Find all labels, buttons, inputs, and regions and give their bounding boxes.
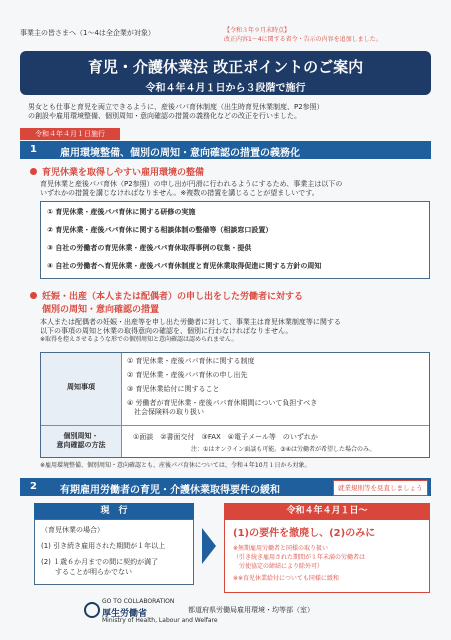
intro-line-2: の創設や雇用環境整備、個別周知・意向確認の措置の義務化などの改正を行いました。	[28, 112, 301, 120]
option-3: ③ 自社の労働者の育児休業・産後パパ育休取得事例の収集・提供	[47, 244, 252, 252]
new-note-2: （引き続き雇用された期間が１年未満の労働者は	[233, 554, 366, 561]
page-subtitle: 令和４年４月１日から３段階で施行	[145, 83, 306, 94]
bullet-icon	[30, 168, 37, 175]
row-2-label-cell	[41, 426, 122, 457]
intro-text	[28, 103, 428, 121]
section-1-bar	[20, 141, 431, 159]
date-note-2: 改正内容1～4に関する省令・告示の内容を追加しました。	[224, 36, 382, 43]
bullet-icon	[30, 292, 37, 299]
section-2-number: 2	[30, 481, 37, 492]
logo-en: Ministry of Health, Labour and Welfare	[102, 617, 218, 624]
block-2-desc-2: 以下の事項の周知と休業の取得意向の確認を、個別に行わなければなりません。	[40, 327, 293, 335]
block-2-desc	[40, 318, 428, 344]
method-note: 注：①はオンライン面談も可能。③④は労働者が希望した場合のみ。	[191, 446, 376, 453]
block-2-desc-1: 本人または配偶者の妊娠・出産等を申し出た労働者に対して、事業主は育児休業制度等に関する	[40, 318, 341, 326]
block-1-desc	[40, 180, 420, 198]
page-title: 育児・介護休業法 改正ポイントのご案内	[87, 58, 364, 76]
block-1-heading: 育児休業を取得しやすい雇用環境の整備	[42, 168, 205, 178]
option-2: ② 育児休業・産後パパ育休に関する相談体制の整備等（相談窓口設置）	[47, 226, 273, 234]
block-1-desc-2: いずれかの措置を講じなければなりません。※複数の措置を講じることが望ましいです。	[40, 189, 319, 197]
block-1-options-box	[40, 201, 430, 279]
effective-date-tag: 令和４年４月１日施行	[20, 128, 120, 140]
current-req-1: (1) 引き続き雇用された期間が１年以上	[41, 542, 166, 550]
section-2-title: 有期雇用労働者の育児・介護休業取得要件の緩和	[60, 485, 280, 496]
arrow-right-icon	[202, 528, 216, 564]
mhlw-logo-icon	[84, 602, 100, 618]
row-1-items	[127, 357, 425, 417]
rule-review-badge: 就業規則等を見直しましょう	[333, 480, 428, 496]
logo-name: 厚生労働省	[102, 609, 148, 619]
intro-line-1: 男女とも仕事と育児を両立できるように、産後パパ育休制度（出生時育児休業制度、P2参照）	[28, 103, 324, 111]
section-1-number: 1	[30, 144, 37, 155]
date-note-1: 【令和３年９月末時点】	[224, 27, 291, 34]
section-1-title: 雇用環境整備、個別の周知・意向確認の措置の義務化	[60, 148, 300, 159]
title-banner	[20, 51, 431, 95]
footnote: ※雇用環境整備、個別周知・意向確認とも、産後パパ育休については、令和４年10月１日から対象。	[40, 462, 311, 469]
notify-item-4-cont: 社会保険料の取り扱い	[127, 408, 204, 416]
block-2-heading-2: 個別の周知・意向確認の措置	[42, 305, 160, 315]
block-1-desc-1: 育児休業と産後パパ育休（P2参照）の申し出が円滑に行われるようにするため、事業主は以下の	[40, 180, 343, 188]
new-note-1: ※無期雇用労働者と同様の取り扱い	[233, 545, 329, 552]
logo-small: GO TO COLLABORATION	[102, 598, 175, 605]
current-sub: （育児休業の場合）	[41, 526, 104, 534]
notify-item-4: ④ 労働者が育児休業・産後パパ育休期間について負担すべき	[127, 399, 318, 407]
notify-item-1: ① 育児休業・産後パパ育休に関する制度	[127, 357, 255, 365]
row-1-label-cell	[41, 353, 122, 425]
notify-item-3: ③ 育児休業給付に関すること	[127, 385, 220, 393]
block-1-heading-row	[30, 165, 204, 178]
audience-line: 事業主の皆さまへ（1～4は全企業が対象）	[20, 29, 155, 37]
option-1: ① 育児休業・産後パパ育休に関する研修の実施	[47, 208, 196, 216]
current-box	[34, 519, 194, 585]
row-2-label-1: 個別周知・	[63, 432, 99, 440]
new-box	[224, 519, 430, 593]
current-req-2b: することが明らかでない	[41, 568, 132, 576]
option-4: ④ 自社の労働者へ育児休業・産後パパ育休制度と育児休業取得促進に関する方針の周知	[47, 262, 322, 270]
block-2-heading-1: 妊娠・出産（本人または配偶者）の申し出をした労働者に対する	[42, 292, 304, 302]
contact-info: 都道府県労働局雇用環境・均等部（室）	[188, 606, 314, 614]
method-list: ①面談 ②書面交付 ③FAX ④電子メール等 のいずれか	[133, 433, 318, 441]
current-req-2a: (2) １歳６か月までの間に契約が満了	[41, 558, 159, 566]
current-label: 現 行	[34, 503, 194, 519]
row-1-label: 周知事項	[67, 383, 95, 391]
block-2-note: ※取得を控えさせるような形での個別周知と意向確認は認められません。	[40, 336, 238, 343]
new-main: (1)の要件を撤廃し、(2)のみに	[233, 528, 376, 539]
row-2-label-2: 意向確認の方法	[56, 441, 106, 449]
notification-table	[40, 352, 430, 458]
notify-item-2: ② 育児休業・産後パパ育休の申し出先	[127, 371, 248, 379]
new-note-4: ※※育児休業給付についても同様に緩和	[233, 575, 339, 582]
block-2-heading-row	[30, 289, 303, 302]
new-note-3: 労使協定の締結により除外可）	[233, 563, 324, 570]
new-label: 令和４年４月１日～	[224, 503, 430, 519]
